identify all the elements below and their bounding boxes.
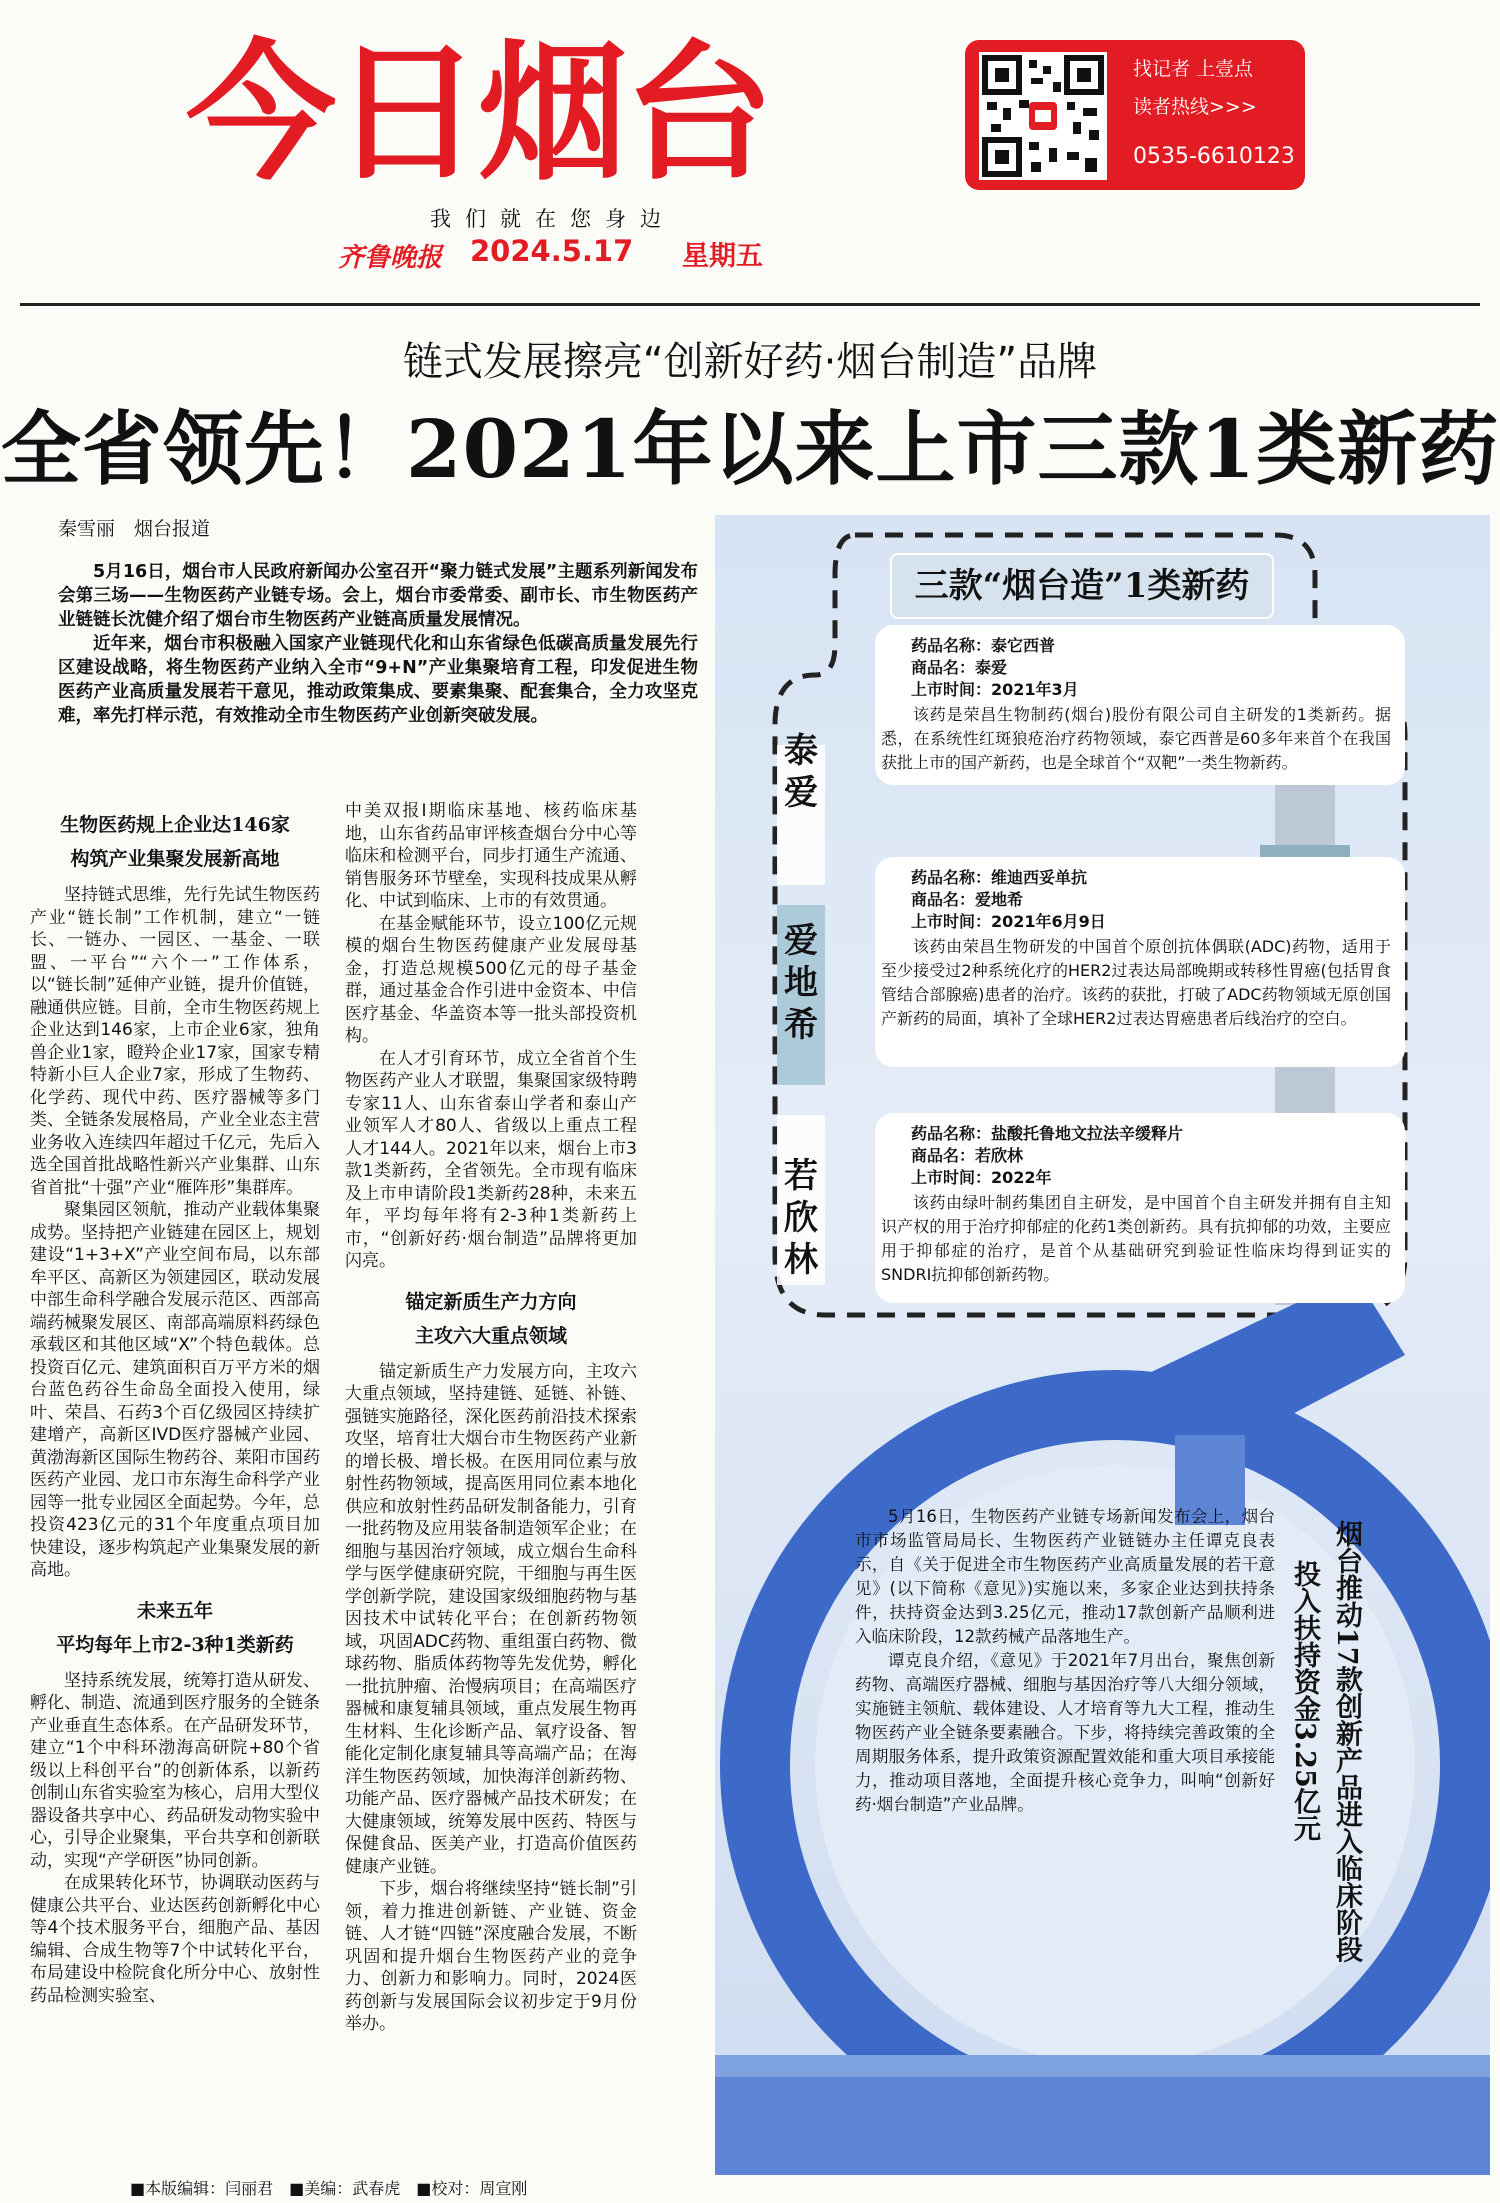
side-story-title: 烟台推动17款创新产品进入临床阶段 <box>1331 1520 1362 1963</box>
drug-brand: 商品名：爱地希 <box>911 890 1024 909</box>
paragraph: 在基金赋能环节，设立100亿元规模的烟台生物医药健康产业发展母基金，打造总规模500亿元的母子基金群，通过基金合作引进中金资本、中信医疗基金、华盖资本等一批头部投资机构。 <box>345 913 637 1046</box>
drug-card-ruoxinlin <box>875 1113 1405 1303</box>
drug-card-aidixi <box>875 857 1405 1067</box>
lead-paragraphs <box>58 560 698 728</box>
infographic-panel <box>715 515 1490 2175</box>
article-kicker: 链式发展擦亮“创新好药·烟台制造”品牌 <box>402 339 1098 385</box>
drug-description: 该药由荣昌生物研发的中国首个原创抗体偶联(ADC)药物，适用于至少接受过2种系统化疗的HER2过表达局部晚期或转移性胃癌(包括胃食管结合部腺癌)患者的治疗。该药的获批，打破了ADC药物领域无原创国产新药的局面，填补了全球HER2过表达胃癌患者后线治疗的空白。 <box>881 937 1391 1028</box>
drug-date: 上市时间：2021年6月9日 <box>911 912 1106 931</box>
drug-name: 药品名称：维迪西妥单抗 <box>911 868 1088 887</box>
column-2-text-b <box>345 1361 637 2036</box>
drug-name: 药品名称：泰它西普 <box>911 636 1056 655</box>
side-story-subtitle: 投入扶持资金3.25亿元 <box>1289 1560 1320 1842</box>
paragraph: 坚持链式思维，先行先试生物医药产业“链长制”工作机制，建立“一链长、一链办、一园区、一基金、一联盟、一平台”“六个一”工作体系，以“链长制”延伸产业链，提升价值链，融通供应链。目前，全市生物医药规上企业达到146家，上市企业6家，独角兽企业1家，瞪羚企业17家，国家专精特新小巨人企业7家，形成了生物药、化学药、现代中药、医疗器械等多门类、全链条发展格局，产业全业态主营业务收入连续四年超过千亿元，先后入选全国首批战略性新兴产业集群、山东省首批“十强”产业“雁阵形”集群库。 <box>30 885 320 1198</box>
drug-brand: 商品名：泰爱 <box>911 658 1008 677</box>
subheading-line: 生物医药规上企业达146家 <box>60 814 290 836</box>
column-1 <box>30 808 320 2007</box>
column-2 <box>345 800 637 2036</box>
side-brand-name: 爱地希 <box>784 921 818 1045</box>
side-story-text <box>855 1505 1275 1817</box>
paragraph: 谭克良介绍，《意见》于2021年7月出台，聚焦创新药物、高端医疗器械、细胞与基因治疗等八大细分领域，实施链主领航、载体建设、人才培育等九大工程，推动生物医药产业全链条要素融合。下步，将持续完善政策的全周期服务体系，提升政策资源配置效能和重大项目承接能力，推动项目落地，全面提升核心竞争力，叫响“创新好药·烟台制造”产业品牌。 <box>855 1651 1275 1814</box>
masthead-slogan: 我们就在您身边 <box>430 207 675 231</box>
masthead-divider <box>20 303 1480 306</box>
paragraph: 坚持系统发展，统筹打造从研发、孵化、制造、流通到医疗服务的全链条产业垂直生态体系。在产品研发环节，建立“1个中科环渤海高研院+80个省级以上科创平台”的创新体系，以新药创制山东省实验室为核心，启用大型仪器设备共享中心、药品研发动物实验中心，引导企业聚集，平台共享和创新联动，实现“产学研医”协同创新。 <box>30 1670 320 1871</box>
drug-description: 该药由绿叶制药集团自主研发，是中国首个自主研发并拥有自主知识产权的用于治疗抑郁症的化药1类创新药。具有抗抑郁的功效，主要应用于抑郁症的治疗，是首个从基础研究到验证性临床均得到证实的SNDRI抗抑郁创新药物。 <box>881 1193 1391 1284</box>
subheading-line: 锚定新质生产力方向 <box>405 1290 577 1313</box>
side-brand-name: 泰爱 <box>784 731 818 813</box>
column-1-text-a <box>30 884 320 1582</box>
paragraph: 聚集园区领航，推动产业载体集聚成势。坚持把产业链建在园区上，规划建设“1+3+X”产业空间布局，以东部牟平区、高新区为领建园区，联动发展中部生命科学融合发展示范区、西部高端药械聚发展区、南部高端原料药绿色承载区和其他区域“X”个特色载体。总投资百亿元、建筑面积百万平方米的烟台蓝色药谷生命岛全面投入使用，绿叶、荣昌、石药3个百亿级园区持续扩建增产，高新区IVD医疗器械产业园、黄渤海新区国际生物药谷、莱阳市国药医药产业园、龙口市东海生命科学产业园等一批专业园区全面起势。今年，总投资423亿元的31个年度重点项目加快建设，逐步构筑起产业集聚发展的新高地。 <box>30 1200 320 1580</box>
drug-card-taiai <box>875 625 1405 785</box>
drug-description: 该药是荣昌生物制药(烟台)股份有限公司自主研发的1类新药。据悉，在系统性红斑狼疮治疗药物领域，泰它西普是60多年来首个在我国获批上市的国产新药，也是全球首个“双靶”一类生物新药。 <box>881 705 1391 772</box>
paper-name: 齐鲁晚报 <box>338 243 443 273</box>
hotline-label-1: 找记者 上壹点 <box>1133 58 1254 80</box>
side-brand-name: 若欣林 <box>784 1156 818 1280</box>
subheading <box>345 1285 637 1353</box>
paragraph: 在人才引育环节，成立全省首个生物医药产业人才联盟，集聚国家级特聘专家11人、山东省泰山学者和泰山产业领军人才80人、省级以上重点工程人才144人。2021年以来，烟台上市3款1类新药，全省领先。全市现有临床及上市申请阶段1类新药28种，未来五年，平均每年将有2-3种1类新药上市，“创新好药·烟台制造”品牌将更加闪亮。 <box>345 1048 637 1271</box>
hotline-label-2: 读者热线>>> <box>1133 96 1257 118</box>
paragraph: 下步，烟台将继续坚持“链长制”引领，着力推进创新链、产业链、资金链、人才链“四链”深度融合发展，不断巩固和提升烟台生物医药产业的竞争力、创新力和影响力。同时，2024医药创新与发展国际会议初步定于9月份举办。 <box>345 1879 637 2034</box>
hotline-number[interactable]: 0535-6610123 <box>1133 144 1295 169</box>
drug-date: 上市时间：2022年 <box>911 1168 1052 1187</box>
lead-paragraph: 5月16日，烟台市人民政府新闻办公室召开“聚力链式发展”主题系列新闻发布会第三场——生物医药产业链专场。会上，烟台市委常委、副市长、市生物医药产业链链长沈健介绍了烟台市生物医药产业链高质量发展情况。 <box>58 562 698 630</box>
lead-paragraph: 近年来，烟台市积极融入国家产业链现代化和山东省绿色低碳高质量发展先行区建设战略，将生物医药产业纳入全市“9+N”产业集聚培育工程，印发促进生物医药产业高质量发展若干意见，推动政策集成、要素集聚、配套集合，全力攻坚克难，率先打样示范，有效推动全市生物医药产业创新突破发展。 <box>58 634 698 726</box>
subheading-line: 平均每年上市2-3种1类新药 <box>56 1633 294 1656</box>
publication-date: 2024.5.17 <box>470 234 634 268</box>
subheading-line: 构筑产业集聚发展新高地 <box>70 848 280 870</box>
paragraph: 锚定新质生产力发展方向，主攻六大重点领域，坚持建链、延链、补链、强链实施路径，深化医药前沿技术探索攻坚，培育壮大烟台市生物医药产业新的增长极、增长极。在医用同位素与放射性药物领域，提高医用同位素本地化供应和放射性药品研发制备能力，引育一批药物及应用装备制造领军企业；在细胞与基因治疗领域，成立烟台生命科学与医学健康研究院，干细胞与再生医学创新学院，建设国家级细胞药物与基因技术中试转化平台；在创新药物领域，巩固ADC药物、重组蛋白药物、微球药物、脂质体药物等先发优势，孵化一批抗肿瘤、治慢病项目；在高端医疗器械和康复辅具领域，重点发展生物再生材料、生化诊断产品、氧疗设备、智能化定制化康复辅具等高端产品；在海洋生物医药领域，加快海洋创新药物、功能产品、医疗器械产品技术研发；在大健康领域，统筹发展中医药、特医与保健食品、医美产业，打造高价值医药健康产业链。 <box>345 1361 637 1877</box>
drug-brand: 商品名：若欣林 <box>911 1146 1024 1165</box>
column-1-text-b <box>30 1670 320 2008</box>
subheading <box>30 1594 320 1662</box>
reader-hotline-box <box>965 40 1305 190</box>
subheading-line: 未来五年 <box>136 1599 213 1622</box>
masthead-title: 今日烟台 <box>186 27 771 201</box>
paragraph: 在成果转化环节，协调联动医药与健康公共平台、业达医药创新孵化中心等4个技术服务平台，细胞产品、基因编辑、合成生物等7个中试转化平台，布局建设中检院食化所分中心、放射性药品检测实验室、 <box>30 1873 320 2006</box>
graphic-title: 三款“烟台造”1类新药 <box>890 553 1274 619</box>
editorial-credits: ■本版编辑：闫丽君 ■美编：武春虎 ■校对：周宣刚 <box>130 2179 528 2198</box>
subheading <box>30 808 320 876</box>
drug-name: 药品名称：盐酸托鲁地文拉法辛缓释片 <box>911 1124 1184 1143</box>
publication-weekday: 星期五 <box>682 241 763 272</box>
byline: 秦雪丽 烟台报道 <box>58 518 211 540</box>
article-headline: 全省领先！2021年以来上市三款1类新药 <box>0 402 1500 496</box>
column-2-text-a <box>345 800 637 1273</box>
subheading-line: 主攻六大重点领域 <box>414 1324 567 1347</box>
paragraph: 中美双报I期临床基地、核药临床基地，山东省药品审评核查烟台分中心等临床和检测平台，同步打通生产流通、销售服务环节壁垒，实现科技成果从孵化、中试到临床、上市的有效贯通。 <box>345 801 637 911</box>
paragraph: 5月16日，生物医药产业链专场新闻发布会上，烟台市市场监管局局长、生物医药产业链链办主任谭克良表示，自《关于促进全市生物医药产业高质量发展的若干意见》(以下简称《意见》)实施以来，多家企业达到扶持条件，扶持资金达到3.25亿元，推动17款创新产品顺利进入临床阶段，12款药械产品落地生产。 <box>855 1507 1275 1646</box>
qr-code-icon[interactable] <box>979 52 1107 180</box>
drug-date: 上市时间：2021年3月 <box>911 680 1079 699</box>
